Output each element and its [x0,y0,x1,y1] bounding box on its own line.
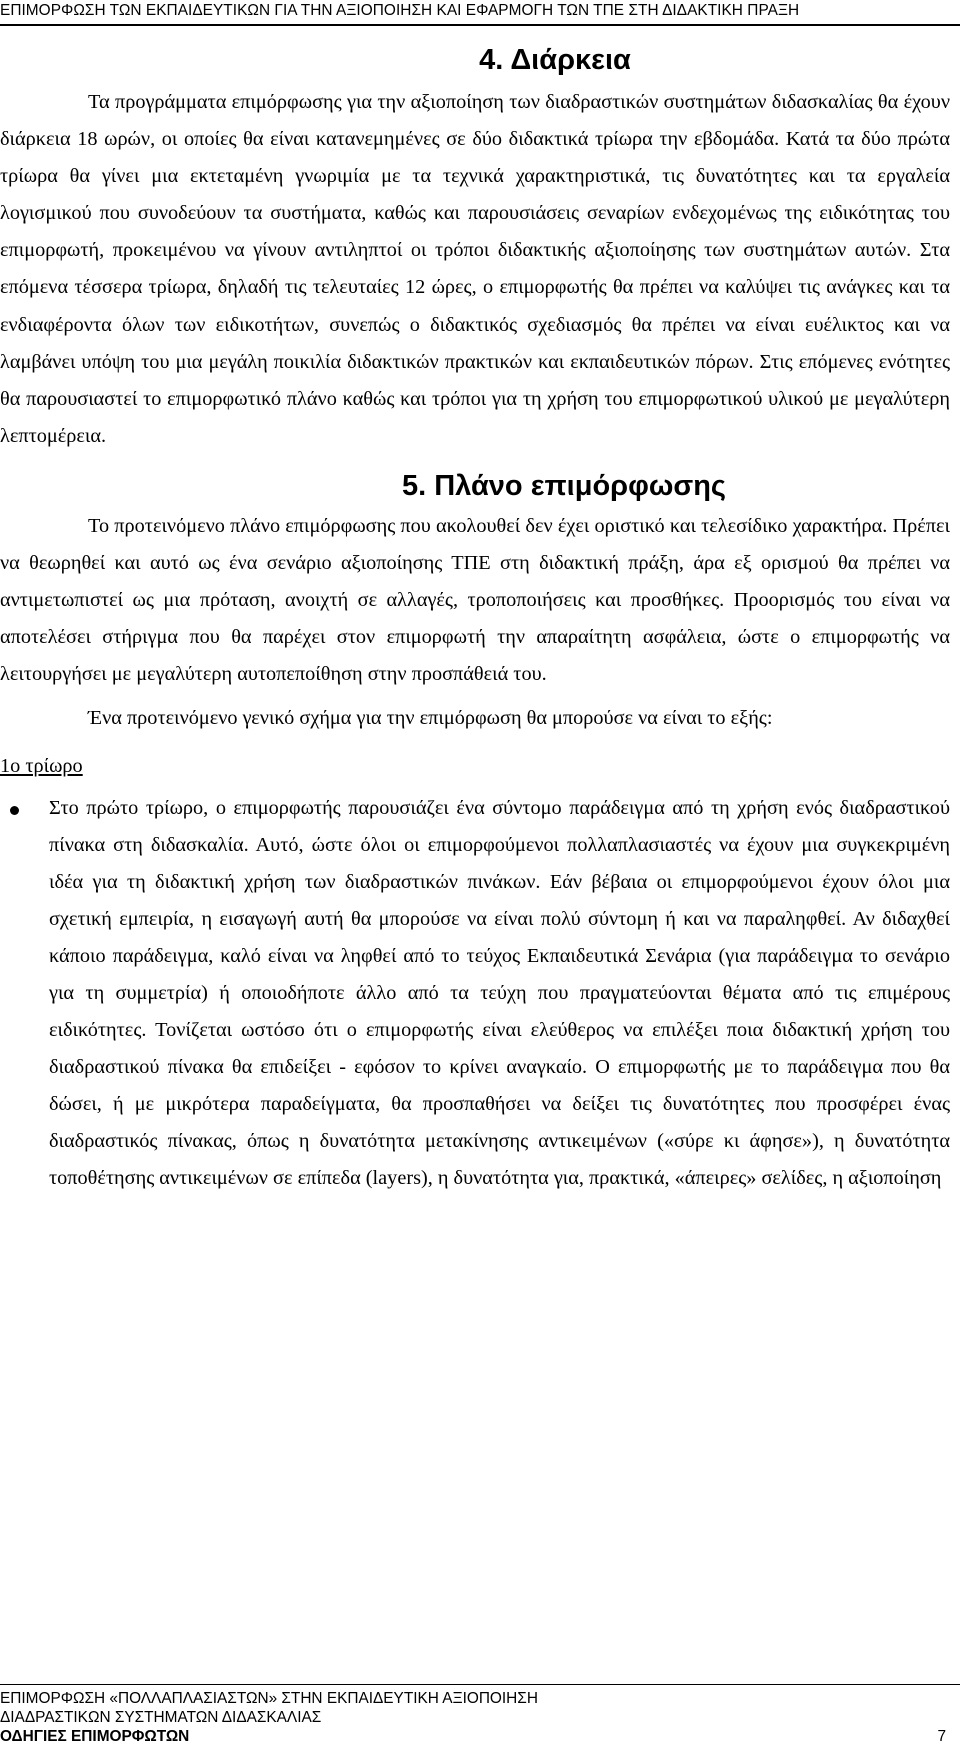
section-5-heading: 5. Πλάνο επιμόρφωσης [402,469,726,502]
footer-line-1: ΕΠΙΜΟΡΦΩΣΗ «ΠΟΛΛΑΠΛΑΣΙΑΣΤΩΝ» ΣΤΗΝ ΕΚΠΑΙΔΕΥΤΙΚΗ ΑΞΙΟΠΟΙΗΣΗ [0,1690,538,1707]
bullet-icon [10,806,19,815]
footer-line-3-row [0,1727,960,1746]
section-4-paragraph: Τα προγράμματα επιμόρφωσης για την αξιοποίηση των διαδραστικών συστημάτων διδασκαλίας θα έχουν διάρκεια 18 ωρών, οι οποίες θα είναι κατανεμημένες σε δύο διδακτικά τρίωρα την εβδομάδα. Κατά τα δύο πρώτα τρίωρα θα γίνει μια εκτεταμένη γνωριμία με τα τεχνικά χαρακτηριστικά, τις δυνατότητες και τα εργαλεία λογισμικού που συνοδεύουν τα συστήματα, καθώς και παρουσιάσεις σεναρίων ενδεχομένως της ειδικότητας του επιμορφωτή, προκειμένου να γίνουν αντιληπτοί οι τρόποι διδακτικής αξιοποίησης των συστημάτων αυτών. Στα επόμενα τέσσερα τρίωρα, δηλαδή τις τελευταίες 12 ώρες, ο επιμορφωτής θα πρέπει να καλύψει τις ανάγκες και τα ενδιαφέροντα όλων των ειδικοτήτων, συνεπώς ο διδακτικός σχεδιασμός θα πρέπει να είναι ευέλικτος και να λαμβάνει υπόψη του μια μεγάλη ποικιλία διδακτικών πρακτικών και εκπαιδευτικών πόρων. Στις επόμενες ενότητες θα παρουσιαστεί το επιμορφωτικό πλάνο καθώς και τρόποι για τη χρήση του επιμορφωτικού υλικού με μεγαλύτερη λεπτομέρεια. [0,91,950,447]
footer-rule [0,1684,960,1685]
running-header: ΕΠΙΜΟΡΦΩΣΗ ΤΩΝ ΕΚΠΑΙΔΕΥΤΙΚΩΝ ΓΙΑ ΤΗΝ ΑΞΙΟΠΟΙΗΣΗ ΚΑΙ ΕΦΑΡΜΟΓΗ ΤΩΝ ΤΠΕ ΣΤΗ ΔΙΔΑΚΤΙΚΗ ΠΡΑΞΗ [0,2,800,19]
footer-line-2: ΔΙΑΔΡΑΣΤΙΚΩΝ ΣΥΣΤΗΜΑΤΩΝ ΔΙΔΑΣΚΑΛΙΑΣ [0,1709,322,1726]
bullet-item [0,790,960,1198]
page-footer [0,1684,960,1746]
section-4-heading: 4. Διάρκεια [479,44,631,76]
bullet-item-text: Στο πρώτο τρίωρο, ο επιμορφωτής παρουσιάζει ένα σύντομο παράδειγμα από τη χρήση ενός διαδραστικού πίνακα στη διδασκαλία. Αυτό, ώστε όλοι οι επιμορφούμενοι πολλαπλασιαστές να έχουν μια συγκεκριμένη ιδέα για τη διδακτική χρήση των διαδραστικών πινάκων. Εάν βέβαια οι επιμορφούμενοι έχουν όλοι μια σχετική εμπειρία, η εισαγωγή αυτή θα μπορούσε να είναι πολύ σύντομη ή και να παραληφθεί. Αν διδαχθεί κάποιο παράδειγμα, καλό είναι να ληφθεί από το τεύχος Εκπαιδευτικά Σενάρια (για παράδειγμα το σενάριο για τη συμμετρία) ή οποιοδήποτε άλλο από τα τεύχη που πραγματεύονται θέματα από τις επιμέρους ειδικότητες. Τονίζεται ωστόσο ότι ο επιμορφωτής είναι ελεύθερος να επιλέξει ποια διδακτική χρήση του διαδραστικού πίνακα θα επιδείξει - εφόσον το κρίνει αναγκαίο. Ο επιμορφωτής με το παράδειγμα που θα δώσει, ή με μικρότερα παραδείγματα, θα προσπαθήσει να δείξει τις δυνατότητες που προσφέρει ένας διαδραστικός πίνακας, όπως η δυνατότητα μετακίνησης αντικειμένων («σύρε κι άφησε»), η δυνατότητα τοποθέτησης αντικειμένων σε επίπεδα (layers), η δυνατότητα για, πρακτικά, «άπειρες» σελίδες, η αξιοποίηση [49,796,950,1190]
section-5-paragraph-1: Το προτεινόμενο πλάνο επιμόρφωσης που ακολουθεί δεν έχει οριστικό και τελεσίδικο χαρακτήρα. Πρέπει να θεωρηθεί και αυτό ως ένα σενάριο αξιοποίησης ΤΠΕ στη διδακτική πράξη, άρα εξ ορισμού θα πρέπει να αντιμετωπιστεί ως μια πρόταση, ανοιχτή σε αλλαγές, τροποποιήσεις και προσθήκες. Προορισμός του είναι να αποτελέσει στήριγμα που θα παρέχει στον επιμορφωτή την απαραίτητη ασφάλεια, ώστε ο επιμορφωτής να λειτουργήσει με μεγαλύτερη αυτοπεποίθηση στην προσπάθειά του. [0,514,950,686]
header-rule [0,24,960,26]
section-5-paragraph-2: Ένα προτεινόμενο γενικό σχήμα για την επιμόρφωση θα μπορούσε να είναι το εξής: [88,707,773,730]
first-session-subheading: 1ο τρίωρο [0,754,83,777]
footer-line-3: ΟΔΗΓΙΕΣ ΕΠΙΜΟΡΦΩΤΩΝ [0,1728,190,1745]
page-number: 7 [937,1728,946,1745]
page-body [0,42,960,1198]
